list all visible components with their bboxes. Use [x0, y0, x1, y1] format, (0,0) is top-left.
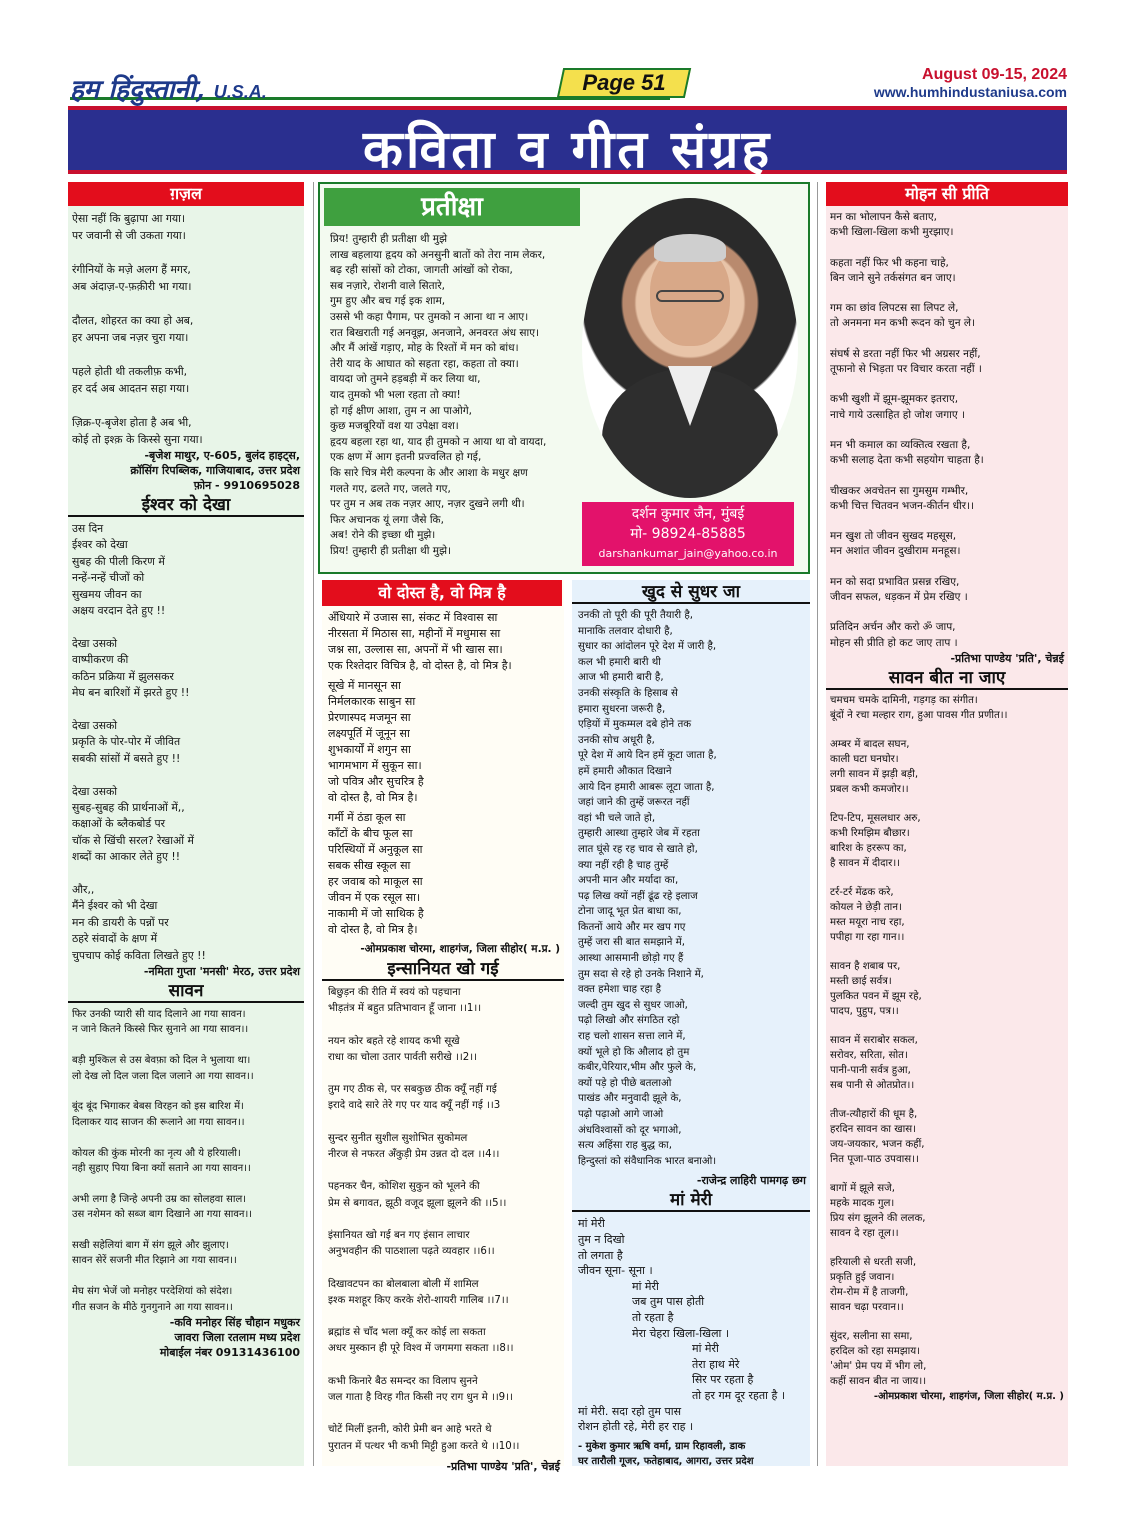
column-divider: [313, 182, 314, 1466]
sudhar-heading: खुद से सुधर जा: [572, 580, 810, 604]
dost-poem-intro: अँधियारे में उजास सा, संकट में विश्वास सा नीरसता में मिठास सा, महीनों में मधुमास सा जश्न सा, उल्लास सा, अपनों में भी खास सा। एक रिश्तेदार विचित्र है, वो दोस्त है, वो मित्र है।: [328, 611, 512, 672]
pratiksha-poem: प्रिय! तुम्हारी ही प्रतीक्षा थी मुझे लाख बहलाया हृदय को अनसुनी बातों को तेरा नाम लेकर, बढ़ रही सांसों को टोका, जागती आंखों को रोका, सब नज़ारे, रोशनी वाले सितारे, गुम हुए और बच गई इक शाम, उससे भी कहा पैगाम, पर तुमको न आना था न आए। रात बिखराती गई अनवूझ, अनजाने, अनवरत अंध साए। और मैं आंखें गड़ाए, मोह के रिश्तों में मन को बांध। तेरी याद के आघात को सहता रहा, कहता तो क्या। वायदा जो तुमने हड़बड़ी में कर लिया था, याद तुमको भी भला रहता तो क्या! हो गई क्षीण आशा, तुम न आ पाओगे, कुछ मजबूरियों वश या उपेक्षा वश। हृदय बहला रहा था, याद ही तुमको न आया था वो वायदा, एक क्षण में आग इतनी प्रज्वलित हो गई, कि सारे चित्र मेरी कल्पना के और आशा के मधुर क्षण गलते गए, ढलते गए, जलते गए, पर तुम न अब तक नज़र आए, नज़र दुखने लगी थी। फिर अचानक यूं लगा जैसे कि, अब! रोने की इच्छा थी मुझे। प्रिय! तुम्हारी ही प्रतीक्षा थी मुझे।: [330, 233, 547, 557]
insaniyat-poem: बिछुड़न की रीति में स्वयं को पहचाना भीड़तंत्र में बहुत प्रतिभावान हूँ जाना ।।1।। नयन कोर बहते रहे शायद कभी सूखे राधा का चोला उतार पार्वती सरीखे ।।2।। तुम गए ठीक से, पर सबकुछ ठीक क्यूँ नहीं गई इरादे वादे सारे तेरे गए पर याद क्यूँ नहीं गई ।।3 सुन्दर सुनीत सुशील सुशोभित सुकोमल नीरज से नफरत अँकुड़ी प्रेम उन्नत दो दल ।।4।। पहनकर चैन, कोशिश सुकुन को भूलने की प्रेम से बगावत, झूठी वजूद झूला झूलने की ।।5।। इंसानियत खो गई बन गए इंसान लाचार अनुभवहीन की पाठशाला पढ़ते व्यवहार ।।6।। दिखावटपन का बोलबाला बोली में शामिल इश्क मशहूर किए करके शेरो-शायरी गालिब ।।7।। ब्रह्मांड से चाँद भला क्यूँ कर कोई ला सकता अधर मुस्कान ही पूरे विश्व में जगमगा सकता ।।8।। कभी किनारे बैठ समन्दर का विलाप सुनने जल गाता है विरह गीत किसी नए राग धुन मे ।।9।। चोटें मिलीं इतनी, कोरी प्रेमी बन आहे भरते थे पुरातन में पत्थर भी कभी मिट्टी हुआ करते थे ।।10।।: [328, 987, 520, 1452]
ishwar-byline: -नमिता गुप्ता 'मनसी' मेरठ, उत्तर प्रदेश: [143, 964, 300, 978]
ishwar-poem: उस दिन ईश्वर को देखा सुबह की पीली किरण में नन्हें-नन्हें चीजों को सुखमय जीवन का अक्षय वरदान देते हुए !! देखा उसको वाष्पीकरण की कठिन प्रक्रिया में झुलसकर मेघ बन बारिशों में झरते हुए !! देखा उसको प्रकृति के पोर-पोर में जीवित सबकी सांसों में बसते हुए !! देखा उसको सुबह-सुबह की प्रार्थनाओं में,, कक्षाओं के ब्लैकबोर्ड पर चॉक से खिंची सरल? रेखाओं में शब्दों का आकार लेते हुए !! और,, मैंने ईश्वर को भी देखा मन की डायरी के पन्नों पर ठहरे संवादों के क्षण में चुपचाप कोई कविता लिखते हुए !!: [72, 522, 206, 962]
maa-poem-2: मां मेरी जब तुम पास होती तो रहता है मेरा चेहरा खिला-खिला ।: [632, 1279, 730, 1340]
sawan-poem: फिर उनकी प्यारी सी याद दिलाने आ गया सावन। न जाने कितने किस्से फिर सुनाने आ गया सावन।। बड़ी मुश्किल से उस बेवफ़ा को दिल ने भुलाया था। लो देख लो दिल जला दिल जलाने आ गया सावन।। बूंद बूंद भिगाकर बेबस विरहन को इस बारिश में। दिलाकर याद साजन की रूलाने आ गया सावन।। कोयल की कुंक मोरनी का नृत्य औ ये हरियाली। नही सुहाए पिया बिना क्यों सताने आ गया सावन।। अभी लगा है जिन्हे अपनी उम्र का सोलहवा साल। उस नशेमन को सब्ज बाग दिखाने आ गया सावन।। सखी सहेलियां बाग में संग झूले और झुलाए। सावन सेरें सजनी मीत रिझाने आ गया सावन।। मेघ संग भेजें जो मनोहर परदेशियां को संदेश। गीत सजन के मीठे गुनगुनाने आ गया सावन।।: [72, 1008, 254, 1313]
mohan-poem: मन का भोलापन कैसे बताए, कभी खिला-खिला कभी मुरझाए। कहता नहीं फिर भी कहना चाहे, बिन जाने सुने तर्कसंगत बन जाए। गम का छांव लिपटस सा लिपट ले, तो अनमना मन कभी रूदन को चुन ले। संघर्ष से डरता नहीं फिर भी अग्रसर नहीं, तूफानो से भिड़ता पर विचार करता नहीं । कभी खुशी में झूम-झूमकर इतराए, नाचे गाये उत्साहित हो जोश जगाए । मन भी कमाल का व्यक्तित्व रखता है, कभी सलाह देता कभी सहयोग चाहता है। चीखकर अवचेतन सा गुमसुम गम्भीर, कभी चित्त चितवन भजन-कीर्तन धीर।। मन खुश तो जीवन सुखद महसूस, मन अशांत जीवन दुखीराम मनहूस। मन को सदा प्रभावित प्रसन्न रखिए, जीवन सफल, धड़कन में प्रेम रखिए । प्रतिदिन अर्चन और करो ॐ जाप, मोहन सी प्रीति हो कट जाए ताप ।: [830, 211, 984, 649]
insaniyat-heading: इन्सानियत खो गई: [322, 957, 564, 981]
banner-title: कविता व गीत संग्रह: [362, 120, 773, 180]
maa-heading: मां मेरी: [572, 1188, 810, 1212]
website-link[interactable]: www.humhindustaniusa.com: [873, 84, 1067, 100]
mid-right-column: [572, 580, 810, 1466]
mohan-heading: मोहन सी प्रीति: [826, 182, 1068, 206]
section-banner: [68, 106, 1067, 180]
sudhar-poem: उनकी तो पूरी की पूरी तैयारी है, मानाकि तलवार दोधारी है, सुधार का आंदोलन पूरे देश में जारी है, कल भी हमारी बारी थी आज भी हमारी बारी है, उनकी संस्कृति के हिसाब से हमारा सुधरना जरूरी है, एड़ियों में मुकम्मल दबे होने तक उनकी सोच अधूरी है, पूरे देश में आये दिन हमें कूटा जाता है, हमें हमारी औकात दिखाने आये दिन हमारी आबरू लूटा जाता है, जहां जाने की तुम्हें जरूरत नहीं वहां भी चले जाते हो, तुम्हारी आस्था तुम्हारे जेब में रहता लात घूंसे रह रह चाव से खाते हो, क्या नहीं रही है चाह तुम्हें अपनी मान और मर्यादा का, पढ़ लिख क्यों नहीं ढूंढ रहे इलाज टोना जादू भूत प्रेत बाधा का, कितनों आये और मर खप गए तुम्हें जरा सी बात समझाने में, आस्था आसमानी छोड़ो गए हैं तुम सदा से रहे हो उनके निशाने में, वक्त हमेशा चाह रहा है जल्दी तुम खुद से सुधर जाओ, पढ़ो लिखो और संगठित रहो राह चलो शासन सत्ता लाने में, क्यों भूले हो कि औलाद हो तुम कबीर,पेरियार,भीम और फुले के, क्यों पड़े हो पीछे बतलाओ पाखंड और मनुवादी झूले के, पढ़ो पढ़ाओ आगे जाओ अंधविश्वासों को दूर भगाओ, सत्य अहिंसा राह बुद्ध का, हिन्दुस्तां को संवैधानिक भारत बनाओ।: [578, 610, 717, 1167]
ghazal-poem: ऐसा नहीं कि बुढ़ापा आ गया। पर जवानी से जी उकता गया। रंगीनियों के मज़े अलग हैं मगर, अब अंदाज़-ए-फ़क़ीरी भा गया। दौलत, शोहरत का क्या हो अब, हर अपना जब नज़र चुरा गया। पहले होती थी तकलीफ़ कभी, हर दर्द अब आदतन सहा गया। ज़िक्र-ए-बृजेश होता है अब भी, कोई तो इश्क़ के किस्से सुना गया।: [72, 212, 203, 446]
sudhar-byline: -राजेन्द्र लाहिरी पामगढ़ छग: [696, 1174, 806, 1188]
maa-poem-1: मां मेरी तुम न दिखो तो लगता है जीवन सूना- सूना ।: [578, 1217, 653, 1278]
author-name: दर्शन कुमार जैन, मुंबई: [631, 506, 745, 522]
insaniyat-byline: -प्रतिभा पाण्डेय 'प्रति', चेन्नई: [446, 1459, 560, 1473]
sawan-beet-heading: सावन बीत ना जाए: [826, 666, 1068, 690]
author-phone: मो- 98924-85885: [630, 526, 746, 542]
ghazal-heading: ग़ज़ल: [68, 182, 304, 206]
maa-poem-4: मां मेरी. सदा रहो तुम पास रोशन होती रहे, मेरी हर राह ।: [578, 1404, 694, 1434]
dost-poem-end: गर्मी में ठंडा कूल सा काँटों के बीच फूल सा परिस्थियों में अनुकूल सा सबक सीख स्कूल सा हर जवाब को माकूल सा जीवन में एक रसूल सा। नाकामी में जो साथिक है वो दोस्त है, वो मित्र है।: [328, 811, 424, 936]
right-column: [826, 182, 1068, 1466]
mid-left-column: [322, 580, 564, 1473]
dost-byline: -ओमप्रकाश चोरमा, शाहगंज, जिला सीहोर( म.प्र. ): [360, 943, 560, 955]
author-photo: [582, 198, 798, 498]
title-usa: U.S.A.: [213, 82, 267, 102]
ishwar-heading: ईश्वर को देखा: [68, 493, 304, 517]
author-box: [582, 502, 794, 566]
pratiksha-heading: प्रतीक्षा: [324, 188, 580, 226]
dost-poem-middle: सूखे में मानसून सा निर्मलकारक साबुन सा प्रेरणास्पद मजमून सा लक्ष्यपूर्ति में जूनून सा शुभकार्यों में शगुन सा भागमभाग में सुकून सा। जो पवित्र और सुचरित्र है वो दोस्त है, वो मित्र है।: [328, 679, 424, 804]
issue-date: August 09-15, 2024: [922, 66, 1067, 83]
maa-poem-3: मां मेरी तेरा हाथ मेरे सिर पर रहता है तो हर गम दूर रहता है ।: [692, 1342, 786, 1402]
author-email[interactable]: darshankumar_jain@yahoo.co.in: [598, 547, 778, 560]
ghazal-byline: -बृजेश माथुर, ए-605, बुलंद हाइट्स, क्रॉसिंग रिपब्लिक, गाजियाबाद, उत्तर प्रदेश फ़ोन - 9910695028: [130, 449, 300, 492]
sawan-beet-byline: -ओमप्रकाश चोरमा, शाहगंज, जिला सीहोर( म.प्र. ): [873, 1391, 1064, 1403]
column-divider: [817, 182, 818, 1466]
sawan-byline: -कवि मनोहर सिंह चौहान मधुकर जावरा जिला रतलाम मध्य प्रदेश मोबाईल नंबर 09131436100: [159, 1316, 300, 1360]
dost-heading: वो दोस्त है, वो मित्र है: [322, 580, 562, 606]
pratiksha-feature: [318, 182, 810, 574]
sawan-heading: सावन: [68, 979, 304, 1003]
newspaper-title[interactable]: [70, 70, 267, 106]
sawan-beet-poem: चमचम चमके दामिनी, गड़गड़ का संगीत। बूंदों ने रचा मल्हार राग, हुआ पावस गीत प्रणीत।। अम्बर में बादल सघन, काली घटा घनघोर। लगी सावन में झड़ी बड़ी, प्रबल कभी कमजोर।। टिप-टिप, मूसलधार अरु, कभी रिमझिम बौछार। बारिश के हररूप का, है सावन में दीदार।। टर्र-टर्र मेंढक करे, कोयल ने छेड़ी तान। मस्त मयूरा नाच रहा, पपीहा गा रहा गान।। सावन है शबाब पर, मस्ती छाई सर्वत्र। पुलकित पवन में झूम रहे, पादप, पुहुप, पत्र।। सावन में सराबोर सकल, सरोवर, सरिता, सोत। पानी-पानी सर्वत्र हुआ, सब पानी से ओतप्रोत।। तीज-त्यौहारों की धूम है, हरदिन सावन का खास। जय-जयकार, भजन कहीं, नित पूजा-पाठ उपवास।। बागों में झूले सजे, महके मादक गुल। प्रिय संग झूलने की ललक, सावन दे रहा तूल।। हरियाली से धरती सजी, प्रकृति हुई जवान। रोम-रोम में है ताजगी, सावन चढ़ा परवान।। सुंदर, सलीना सा समा, हरदिल को रहा समझाय। 'ओम' प्रेम पय में भीग लो, कहीं सावन बीत ना जाय।।: [830, 694, 1008, 1387]
title-text: हम हिंदुस्तानी,: [70, 75, 205, 105]
page-number: Page 51: [582, 70, 666, 95]
maa-byline: - मुकेश कुमार ऋषि वर्मा, ग्राम रिहावली, डाक घर तारौली गूजर, फतेहाबाद, आगरा, उत्तर प्रदेश: [578, 1440, 754, 1467]
left-column: [68, 182, 304, 1466]
mohan-byline: -प्रतिभा पाण्डेय 'प्रति', चेन्नई: [950, 651, 1064, 665]
